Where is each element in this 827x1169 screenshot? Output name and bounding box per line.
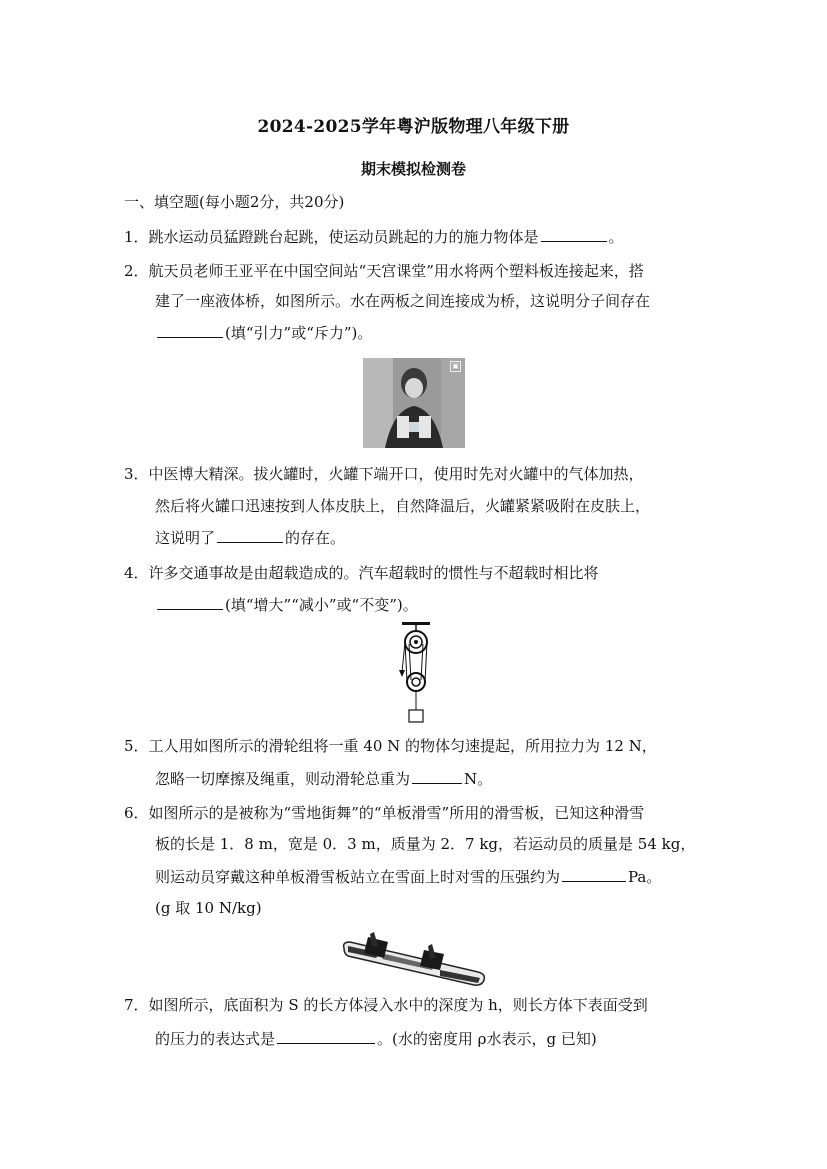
page-title: 2024-2025学年粤沪版物理八年级下册 [257, 117, 570, 137]
answer-blank-6[interactable] [562, 866, 626, 882]
question-3-end: 的存在。 [285, 529, 346, 547]
snowboard-image [340, 932, 488, 990]
question-6-line-3 [155, 866, 661, 887]
answer-blank-4[interactable] [157, 594, 223, 610]
question-5-line-2 [155, 768, 492, 789]
question-5-line-1: 5．工人用如图所示的滑轮组将一重 40 N 的物体匀速提起，所用拉力为 12 N， [124, 737, 657, 755]
snowboard-figure [340, 932, 488, 990]
question-6-line-4: (g 取 10 N/kg) [155, 899, 262, 917]
answer-blank-1[interactable] [541, 226, 607, 242]
question-2-choice: (填“引力”或“斥力”)。 [225, 324, 373, 342]
question-2-line-2: 建了一座液体桥，如图所示。水在两板之间连接成为桥，这说明分子间存在 [155, 292, 651, 310]
question-7-text: 的压力的表达式是 [155, 1030, 276, 1048]
question-6-text: 则运动员穿戴这种单板滑雪板站立在雪面上时对雪的压强约为 [155, 868, 561, 886]
question-2-line-1: 2．航天员老师王亚平在中国空间站“天宫课堂”用水将两个塑料板连接起来，搭 [124, 262, 644, 280]
question-2-line-3 [155, 322, 372, 343]
page-subtitle: 期末模拟检测卷 [360, 160, 466, 178]
answer-blank-2[interactable] [157, 322, 223, 338]
question-3-line-3 [155, 527, 345, 548]
question-6-line-1: 6．如图所示的是被称为“雪地街舞”的“单板滑雪”所用的滑雪板，已知这种滑雪 [124, 804, 645, 822]
question-7-line-1: 7．如图所示，底面积为 S 的长方体浸入水中的深度为 h，则长方体下表面受到 [124, 996, 648, 1014]
question-1 [124, 226, 624, 247]
question-5-text: 忽略一切摩擦及绳重，则动滑轮总重为 [155, 770, 411, 788]
corner-icon: ▣ [450, 361, 461, 372]
question-4-line-1: 4．许多交通事故是由超载造成的。汽车超载时的惯性与不超载时相比将 [124, 564, 599, 582]
question-3-line-2: 然后将火罐口迅速按到人体皮肤上，自然降温后，火罐紧紧吸附在皮肤上， [155, 497, 651, 515]
question-7-end: 。(水的密度用 ρ水表示，g 已知) [377, 1030, 597, 1048]
question-4-line-2 [155, 594, 418, 615]
answer-blank-7[interactable] [277, 1028, 375, 1044]
answer-blank-5[interactable] [412, 768, 462, 784]
question-6-line-2: 板的长是 1．8 m，宽是 0．3 m，质量为 2．7 kg，若运动员的质量是 54 kg， [155, 835, 696, 853]
question-6-unit: Pa。 [628, 868, 662, 886]
question-4-choice: (填“增大”“减小”或“不变”)。 [225, 596, 418, 614]
pulley-diagram [396, 622, 436, 724]
question-7-line-2 [155, 1028, 597, 1049]
section-heading: 一、填空题(每小题2分，共20分) [124, 193, 345, 211]
question-1-end: 。 [608, 228, 624, 246]
question-3-text: 这说明了 [155, 529, 216, 547]
question-5-unit: N。 [464, 770, 493, 788]
answer-blank-3[interactable] [217, 527, 283, 543]
question-1-text: 1．跳水运动员猛蹬跳台起跳，使运动员跳起的力的施力物体是 [124, 228, 539, 246]
liquid-bridge-photo [363, 358, 465, 448]
question-3-line-1: 3．中医博大精深。拔火罐时，火罐下端开口，使用时先对火罐中的气体加热， [124, 465, 644, 483]
pulley-figure [396, 622, 436, 724]
